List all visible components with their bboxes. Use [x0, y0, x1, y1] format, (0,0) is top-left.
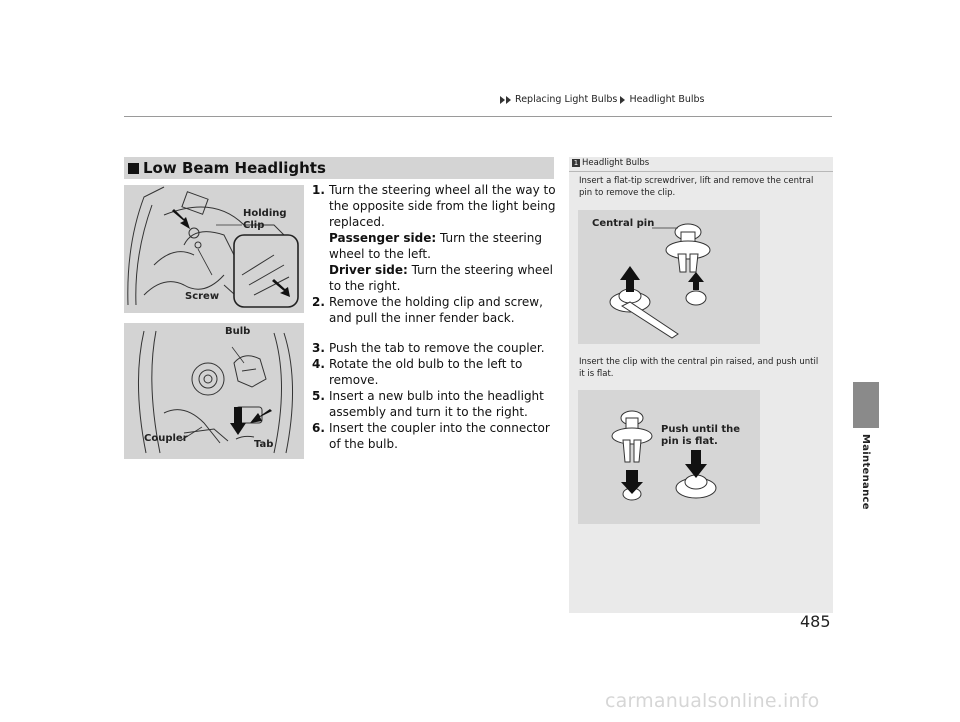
- step-5: [312, 388, 558, 420]
- driver-side-label: Driver side:: [329, 263, 408, 277]
- figure-label-bulb: Bulb: [225, 326, 251, 337]
- chapter-tab: [853, 382, 879, 428]
- holding-clip-label-line2: Clip: [243, 220, 265, 231]
- figure-label-screw: Screw: [185, 291, 220, 302]
- chapter-label-text: Maintenance: [860, 434, 871, 510]
- step-6: [312, 420, 558, 452]
- note-text-1: Insert a flat-tip screwdriver, lift and remove the central pin to remove the clip.: [579, 176, 814, 198]
- figure-central-pin: [578, 210, 760, 344]
- breadcrumb: [500, 94, 705, 105]
- breadcrumb-arrow-icon: [620, 96, 625, 104]
- breadcrumb-arrow-icon: [500, 96, 505, 104]
- step-text: Remove the holding clip and screw, and pull the inner fender back.: [329, 295, 543, 325]
- section-title-text: Low Beam Headlights: [143, 159, 326, 177]
- page-number: 485: [800, 612, 831, 631]
- header-rule: [124, 116, 832, 117]
- holding-clip-label-line1: Holding: [243, 208, 287, 219]
- section-title: [128, 157, 326, 179]
- step-text: Rotate the old bulb to the left to remove.: [329, 357, 523, 387]
- figure-label-central-pin: Central pin: [592, 218, 655, 229]
- note-badge-icon: 1: [573, 159, 579, 167]
- procedure-steps: [312, 182, 558, 452]
- step-text: Push the tab to remove the coupler.: [329, 341, 545, 355]
- step-text: Turn the steering wheel to the left.: [329, 231, 542, 261]
- figure-push-pin: [578, 390, 760, 524]
- figure-label-tab: Tab: [254, 439, 274, 450]
- figure-label-holding-clip: [243, 208, 287, 232]
- step-text: Turn the steering wheel all the way to the opposite side from the light being replaced.: [329, 183, 556, 229]
- push-label-line2: pin is flat.: [661, 436, 718, 447]
- step-number: 5.: [312, 389, 325, 403]
- note-title: [572, 158, 649, 168]
- step-text: Insert a new bulb into the headlight assembly and turn it to the right.: [329, 389, 544, 419]
- step-number: 2.: [312, 295, 325, 309]
- step-3: [312, 340, 558, 356]
- passenger-side-label: Passenger side:: [329, 231, 437, 245]
- step-4: [312, 356, 558, 388]
- watermark: carmanualsonline.info: [605, 690, 820, 712]
- section-square-icon: [128, 163, 139, 174]
- breadcrumb-item[interactable]: Headlight Bulbs: [629, 94, 705, 105]
- figure-label-coupler: Coupler: [144, 433, 188, 444]
- step-1-passenger: [312, 230, 558, 262]
- step-2: [312, 294, 558, 326]
- step-number: 1.: [312, 183, 325, 197]
- breadcrumb-arrow-icon: [506, 96, 511, 104]
- breadcrumb-item[interactable]: Replacing Light Bulbs: [515, 94, 618, 105]
- note-text-2: Insert the clip with the central pin raised, and push until it is flat.: [579, 357, 819, 379]
- figure-label-push: [661, 424, 740, 448]
- push-label-line1: Push until the: [661, 424, 741, 435]
- clip-removal-illustration: [578, 210, 760, 344]
- step-1: [312, 182, 558, 230]
- note-title-text: Headlight Bulbs: [582, 158, 650, 168]
- clip-insert-illustration: [578, 390, 760, 524]
- chapter-label: [852, 434, 878, 510]
- step-text: Insert the coupler into the connector of the bulb.: [329, 421, 550, 451]
- step-1-driver: [312, 262, 558, 294]
- step-number: 4.: [312, 357, 325, 371]
- step-text: Turn the steering wheel to the right.: [329, 263, 553, 293]
- step-number: 6.: [312, 421, 325, 435]
- step-number: 3.: [312, 341, 325, 355]
